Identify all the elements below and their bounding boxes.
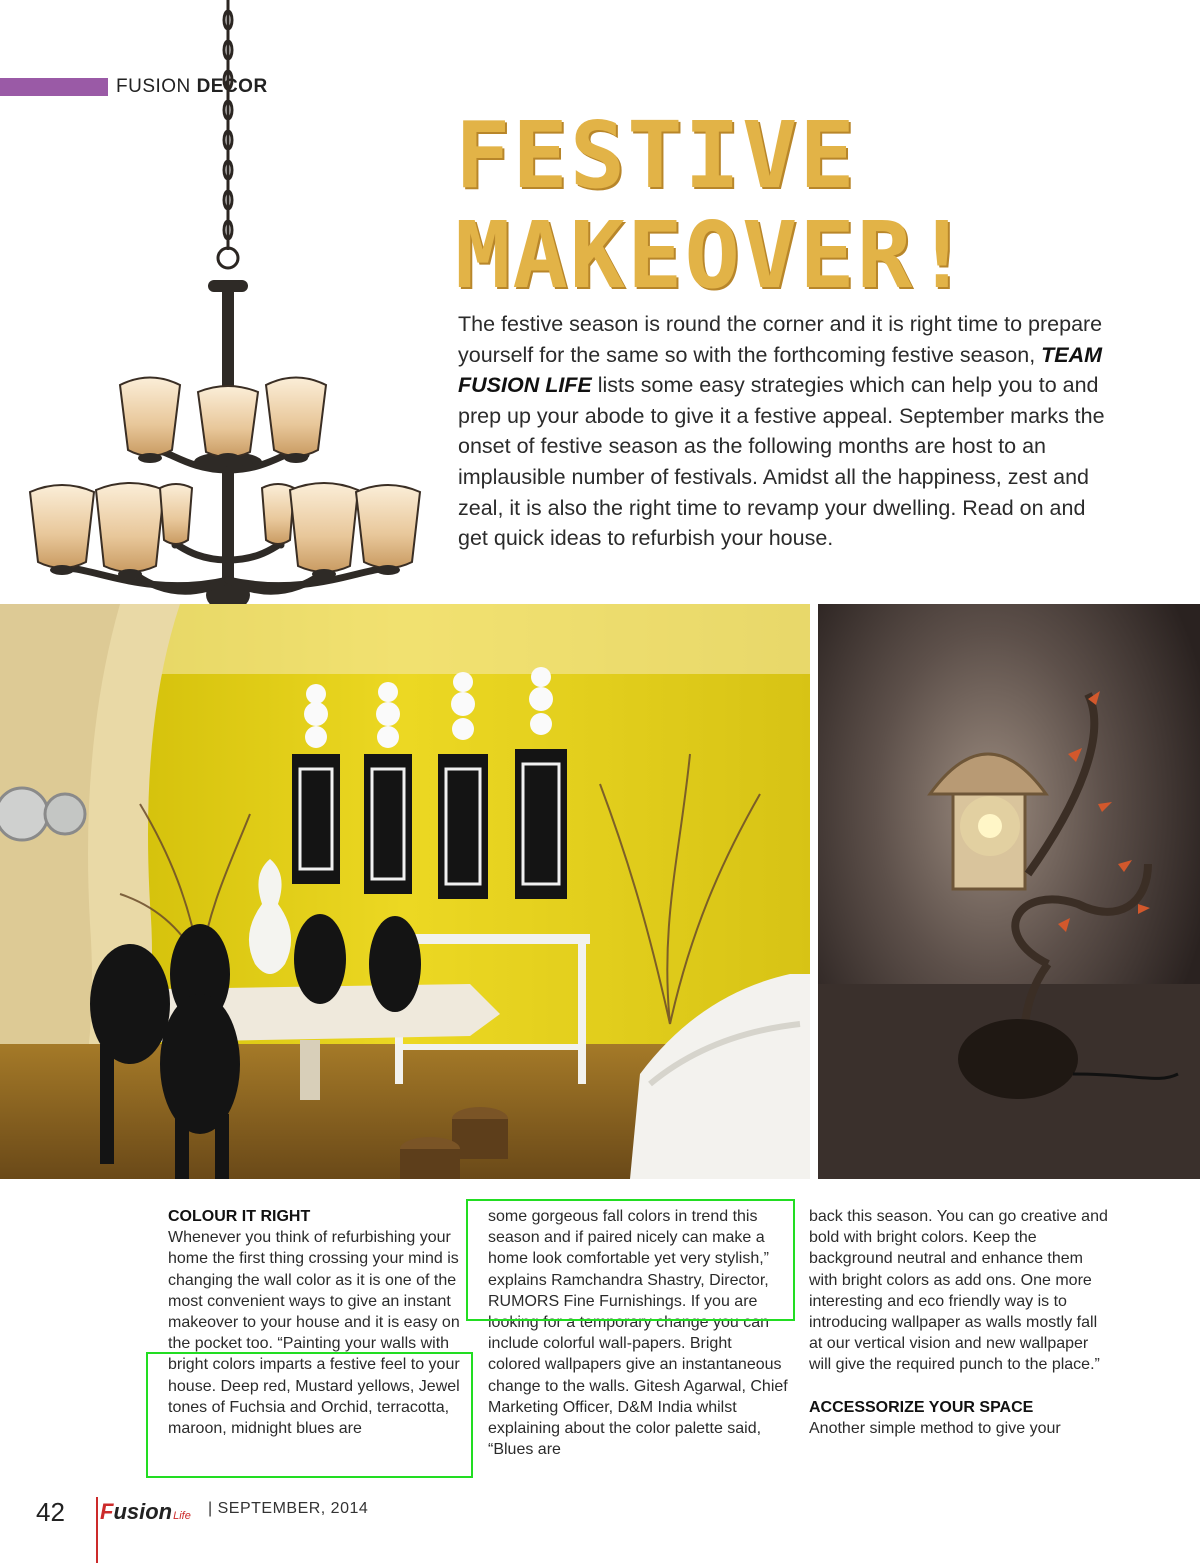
intro-text-before: The festive season is round the corner and it is right time to prepare yourself for the same so with the forthcoming festive season,: [458, 312, 1103, 367]
logo-letter-f: F: [100, 1499, 114, 1524]
column-1-text: Whenever you think of refurbishing your home the first thing crossing your mind is changing the wall color as it is one of the most convenient ways to give an instant makeover to your house and it is easy on the pocket too. “Painting your walls with bright colors imparts a festive feel to your house. Deep red, Mustard yellows, Jewel tones of Fuchsia and Orchid, terracotta, maroon, midnight blues are: [168, 1229, 460, 1438]
lamp-photo: [818, 604, 1200, 1179]
page-number: 42: [36, 1497, 65, 1527]
highlight-box-quote-end: [466, 1199, 795, 1321]
column-2-text: some gorgeous fall colors in trend this season and if paired nicely can make a home look comfortable yet very stylish,” explains Ramchandra Shastry, Director, RUMORS Fine Furnishings. If you are looking for a temporary change you can include colorful wall-papers. Bright colored wallpapers give an instantaneous change to the walls. Gitesh Agarwal, Chief Marketing Officer, D&M India whilst explaining about the color palette said, “Blues are: [488, 1208, 788, 1459]
section-label-bold: DECOR: [196, 76, 268, 97]
issue-date: | SEPTEMBER, 2014: [208, 1500, 369, 1517]
logo-wordmark: [100, 1499, 172, 1524]
heading-colour-it-right: COLOUR IT RIGHT: [168, 1208, 311, 1225]
column-3-text: back this season. You can go creative and bold with bright colors. Keep the background neutral and enhance them with bright colors as add ons. One more interesting and eco friendly way is to introducing wallpaper as walls mostly fall at our vertical vision and new wallpaper will give the required punch to the place.”: [809, 1208, 1108, 1374]
heading-accessorize-your-space: ACCESSORIZE YOUR SPACE: [809, 1398, 1034, 1416]
chandelier-image: [0, 0, 470, 665]
highlight-box-quote-start: [146, 1352, 473, 1478]
intro-text-after: lists some easy strategies which can help you to and prep up your abode to give it a festive appeal. September marks the onset of festive season as the following months are host to an implausible number of festivals. Amidst all the happiness, zest and zeal, it is also the right time to revamp your dwelling. Read on and get quick ideas to refurbish your house.: [458, 373, 1105, 551]
article-column-3: [809, 1206, 1109, 1439]
intro-emphasis: TEAM FUSION LIFE: [458, 342, 1103, 398]
section-label-light: FUSION: [116, 76, 191, 97]
headline: [455, 102, 975, 309]
logo-life: Life: [173, 1510, 191, 1522]
magazine-logo: [100, 1499, 191, 1529]
logo-word-rest: usion: [113, 1499, 173, 1524]
headline-line-1: FESTIVE: [455, 110, 975, 202]
headline-line-2: MAKEOVER!: [455, 210, 975, 302]
column-3-text-2: Another simple method to give your: [809, 1419, 1061, 1437]
intro-paragraph: [458, 309, 1108, 554]
dining-room-photo: [0, 604, 810, 1179]
footer-divider: [96, 1497, 98, 1563]
